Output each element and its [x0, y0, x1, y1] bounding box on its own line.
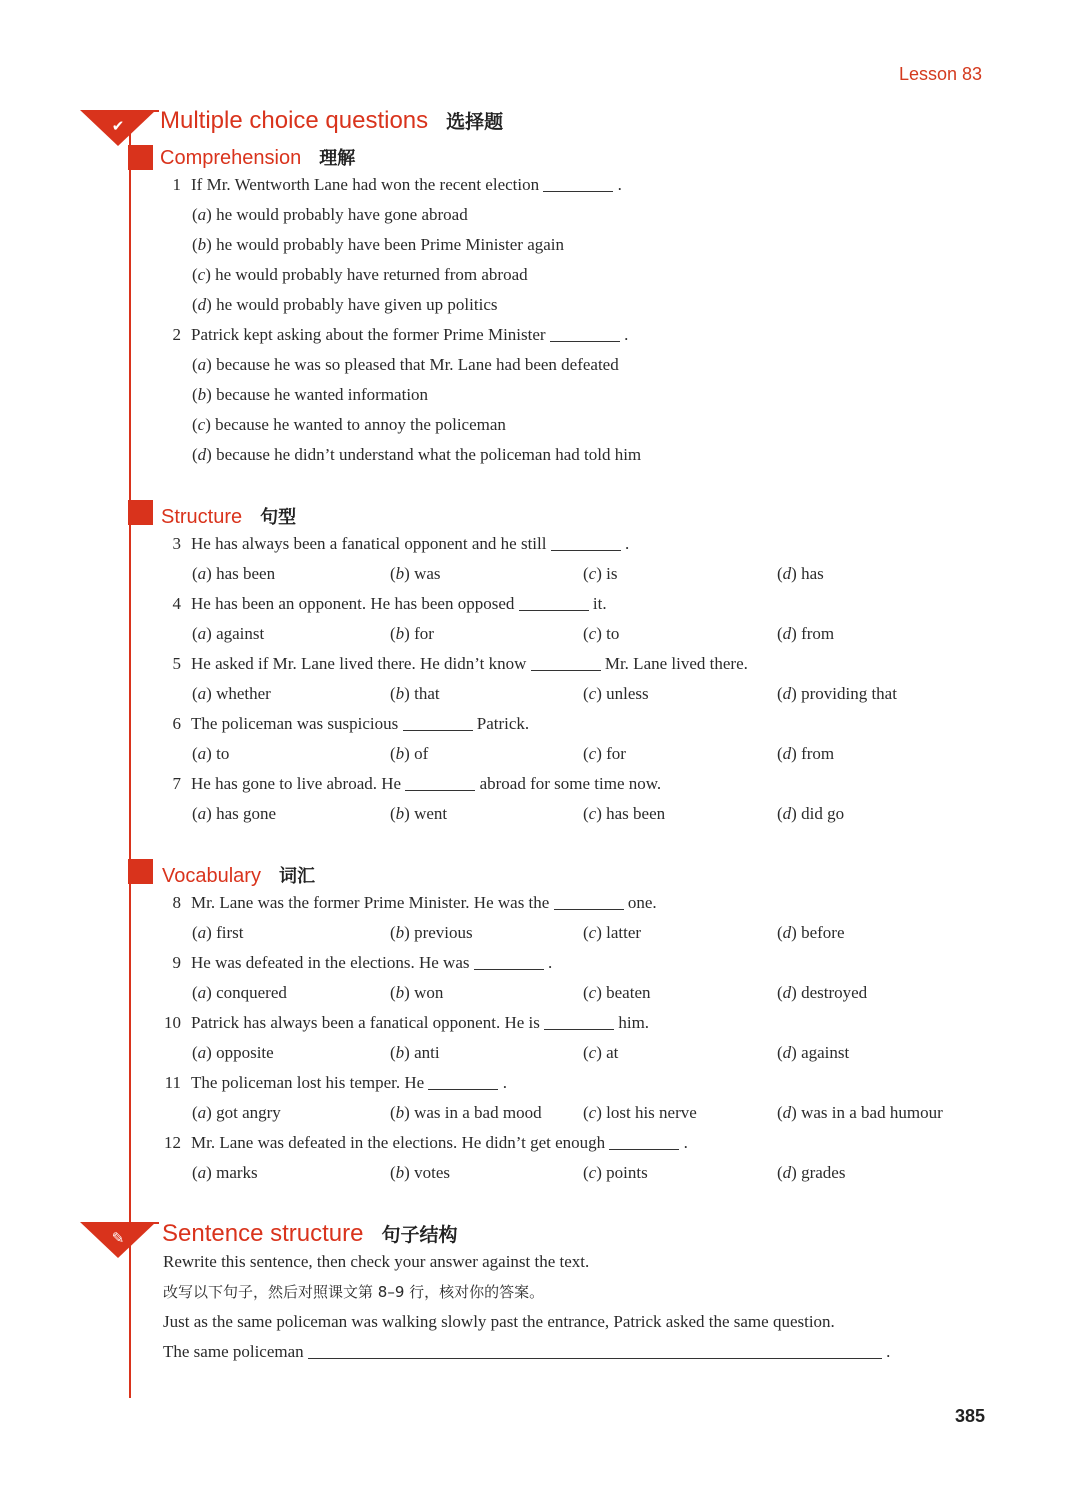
- option[interactable]: (c) has been: [583, 804, 666, 823]
- question-number: 11: [164, 1073, 181, 1092]
- question-1: [155, 175, 622, 195]
- option-letter: b: [197, 385, 207, 404]
- option[interactable]: (c) unless: [583, 684, 649, 703]
- question-4: [155, 594, 607, 614]
- question-3: [155, 534, 629, 554]
- question-text: The policeman lost his temper. He: [191, 1073, 425, 1092]
- option-letter: d: [782, 804, 792, 823]
- rewrite-prompt: The same policeman: [163, 1342, 304, 1361]
- option-letter: d: [197, 295, 207, 314]
- option-text: was in a bad mood: [414, 1103, 542, 1122]
- structure-title-zh: 句型: [260, 507, 297, 528]
- option-letter: b: [395, 564, 405, 583]
- option-letter: d: [782, 1043, 792, 1062]
- option-letter: b: [395, 983, 405, 1002]
- option-text: against: [216, 624, 265, 643]
- option[interactable]: (b) he would probably have been Prime Minister again: [192, 235, 565, 254]
- question-number: 5: [172, 654, 181, 673]
- option[interactable]: (a) conquered: [192, 983, 287, 1002]
- option-text: has been: [216, 564, 276, 583]
- option-letter: c: [588, 624, 597, 643]
- option-text: went: [414, 804, 448, 823]
- option-text: providing that: [801, 684, 897, 703]
- option-letter: c: [588, 804, 597, 823]
- question-number: 10: [164, 1013, 181, 1032]
- question-text: He has gone to live abroad. He: [191, 774, 402, 793]
- question-text: Patrick has always been a fanatical opponent. He is: [191, 1013, 540, 1032]
- option-text: because he was so pleased that Mr. Lane had been defeated: [216, 355, 619, 374]
- question-12: [155, 1133, 688, 1153]
- option[interactable]: (c) beaten: [583, 983, 651, 1002]
- option[interactable]: (b) won: [390, 983, 444, 1002]
- sentence-structure-title: Sentence structure: [162, 1220, 364, 1247]
- mcq-title: Multiple choice questions: [160, 107, 429, 134]
- rewrite-end: .: [886, 1342, 891, 1361]
- option-text: beaten: [606, 983, 651, 1002]
- option-letter: a: [197, 1163, 207, 1182]
- option[interactable]: (b) for: [390, 624, 434, 643]
- option-text: against: [801, 1043, 850, 1062]
- option[interactable]: (d) was in a bad humour: [777, 1103, 943, 1122]
- option-letter: b: [197, 235, 207, 254]
- question-number: 9: [172, 953, 181, 972]
- option-text: from: [801, 744, 835, 763]
- option-letter: c: [588, 564, 597, 583]
- option-letter: c: [197, 415, 206, 434]
- question-end: .: [683, 1133, 688, 1152]
- page-number: 385: [955, 1406, 986, 1426]
- option-letter: d: [782, 744, 792, 763]
- question-end: it.: [592, 594, 607, 613]
- option[interactable]: (b) was in a bad mood: [390, 1103, 542, 1122]
- question-11: [155, 1073, 507, 1093]
- option-text: to: [606, 624, 620, 643]
- option-text: marks: [216, 1163, 258, 1182]
- option-text: from: [801, 624, 835, 643]
- option-letter: b: [395, 744, 405, 763]
- option[interactable]: (c) lost his nerve: [583, 1103, 697, 1122]
- option-text: because he wanted to annoy the policeman: [215, 415, 506, 434]
- question-number: 7: [172, 774, 181, 793]
- option-text: at: [606, 1043, 619, 1062]
- question-text: He has always been a fanatical opponent and he still: [191, 534, 547, 553]
- option[interactable]: (c) because he wanted to annoy the policeman: [192, 415, 506, 434]
- question-number: 6: [172, 714, 181, 733]
- option-text: was in a bad humour: [801, 1103, 943, 1122]
- option-text: whether: [216, 684, 271, 703]
- option-text: grades: [801, 1163, 846, 1182]
- option-letter: d: [782, 923, 792, 942]
- question-number: 2: [172, 325, 181, 344]
- option[interactable]: (a) because he was so pleased that Mr. Lane had been defeated: [192, 355, 619, 374]
- question-number: 8: [172, 893, 181, 912]
- option[interactable]: (b) was: [390, 564, 441, 583]
- option[interactable]: (d) destroyed: [777, 983, 868, 1002]
- option[interactable]: (d) grades: [777, 1163, 846, 1182]
- answer-blank[interactable]: [403, 730, 473, 731]
- option[interactable]: (a) he would probably have gone abroad: [192, 205, 468, 224]
- question-end: him.: [618, 1013, 650, 1032]
- comprehension-title: Comprehension: [160, 147, 302, 169]
- option-letter: b: [395, 1103, 405, 1122]
- option-text: he would probably have returned from abroad: [215, 265, 528, 284]
- instruction: Rewrite this sentence, then check your answer against the text.: [163, 1252, 590, 1271]
- option[interactable]: (d) has: [777, 564, 824, 583]
- option[interactable]: (d) he would probably have given up politics: [192, 295, 498, 314]
- option-text: previous: [414, 923, 473, 942]
- pen-icon: ✎: [80, 1222, 156, 1258]
- option-text: conquered: [216, 983, 287, 1002]
- question-9: [155, 953, 552, 973]
- option-text: destroyed: [801, 983, 868, 1002]
- option-letter: a: [197, 355, 207, 374]
- option-text: he would probably have been Prime Minister again: [216, 235, 565, 254]
- rewrite-line: [163, 1342, 890, 1362]
- option[interactable]: (a) got angry: [192, 1103, 281, 1122]
- answer-blank[interactable]: [519, 610, 589, 611]
- question-end: .: [624, 325, 629, 344]
- option[interactable]: (b) went: [390, 804, 448, 823]
- question-8: [155, 893, 657, 913]
- question-text: He asked if Mr. Lane lived there. He didn’t know: [191, 654, 527, 673]
- option[interactable]: (c) for: [583, 744, 626, 763]
- question-6: [155, 714, 529, 734]
- option-text: he would probably have given up politics: [216, 295, 498, 314]
- answer-blank[interactable]: [551, 550, 621, 551]
- question-2: [155, 325, 628, 345]
- option-letter: a: [197, 624, 207, 643]
- option[interactable]: (c) at: [583, 1043, 619, 1062]
- answer-blank[interactable]: [405, 790, 475, 791]
- option-letter: a: [197, 804, 207, 823]
- option-letter: c: [197, 265, 206, 284]
- option-letter: d: [782, 624, 792, 643]
- option[interactable]: (a) marks: [192, 1163, 258, 1182]
- answer-blank[interactable]: [543, 191, 613, 192]
- question-text: Mr. Lane was the former Prime Minister. He was the: [191, 893, 550, 912]
- structure-title: Structure: [161, 506, 243, 528]
- question-5: [155, 654, 748, 674]
- option-letter: c: [588, 1163, 597, 1182]
- answer-blank[interactable]: [554, 909, 624, 910]
- option-text: votes: [414, 1163, 450, 1182]
- option[interactable]: (d) providing that: [777, 684, 897, 703]
- option-letter: d: [197, 445, 207, 464]
- question-text: He was defeated in the elections. He was: [191, 953, 470, 972]
- option-letter: c: [588, 923, 597, 942]
- option-letter: c: [588, 983, 597, 1002]
- option[interactable]: (b) of: [390, 744, 429, 763]
- option[interactable]: (b) anti: [390, 1043, 440, 1062]
- lesson-label: Lesson 83: [899, 64, 983, 84]
- mcq-heading: [160, 107, 503, 135]
- option-letter: a: [197, 923, 207, 942]
- option-text: for: [606, 744, 626, 763]
- comprehension-title-zh: 理解: [319, 148, 356, 169]
- option-letter: a: [197, 564, 207, 583]
- question-number: 12: [164, 1133, 181, 1152]
- option-text: he would probably have gone abroad: [216, 205, 468, 224]
- section-marker: [128, 145, 153, 170]
- answer-blank[interactable]: [544, 1029, 614, 1030]
- question-text: The policeman was suspicious: [191, 714, 399, 733]
- option-letter: d: [782, 564, 792, 583]
- vocabulary-title-zh: 词汇: [278, 866, 315, 887]
- option-text: latter: [606, 923, 642, 942]
- comprehension-heading: [160, 144, 355, 170]
- answer-blank[interactable]: [609, 1149, 679, 1150]
- section-marker: [128, 500, 153, 525]
- option[interactable]: (d) before: [777, 923, 845, 942]
- question-10: [155, 1013, 649, 1033]
- option-text: unless: [606, 684, 649, 703]
- mcq-title-zh: 选择题: [446, 111, 504, 133]
- option-text: has been: [606, 804, 666, 823]
- option-text: for: [414, 624, 434, 643]
- option-letter: a: [197, 744, 207, 763]
- option-text: opposite: [216, 1043, 274, 1062]
- option[interactable]: (b) because he wanted information: [192, 385, 429, 404]
- option[interactable]: (b) that: [390, 684, 440, 703]
- option-letter: b: [395, 804, 405, 823]
- option-letter: c: [588, 744, 597, 763]
- margin-rule: [129, 118, 131, 1398]
- question-end: .: [548, 953, 553, 972]
- question-number: 3: [172, 534, 181, 553]
- option-text: has gone: [216, 804, 277, 823]
- option[interactable]: (a) against: [192, 624, 265, 643]
- question-text: He has been an opponent. He has been opposed: [191, 594, 515, 613]
- option[interactable]: (a) has been: [192, 564, 276, 583]
- option-letter: b: [395, 624, 405, 643]
- option[interactable]: (c) he would probably have returned from abroad: [192, 265, 528, 284]
- vocabulary-heading: [162, 862, 315, 888]
- sentence-structure-title-zh: 句子结构: [381, 1224, 458, 1246]
- option[interactable]: (c) points: [583, 1163, 648, 1182]
- question-7: [155, 774, 661, 794]
- option-letter: a: [197, 1043, 207, 1062]
- option-text: to: [216, 744, 230, 763]
- option-letter: d: [782, 684, 792, 703]
- option-letter: d: [782, 1103, 792, 1122]
- answer-blank[interactable]: [474, 969, 544, 970]
- question-end: one.: [627, 893, 657, 912]
- question-end: abroad for some time now.: [479, 774, 662, 793]
- question-end: .: [617, 175, 622, 194]
- check-icon: ✔: [80, 110, 156, 146]
- option-letter: d: [782, 1163, 792, 1182]
- option-letter: a: [197, 983, 207, 1002]
- option-text: of: [414, 744, 429, 763]
- question-end: Mr. Lane lived there.: [604, 654, 748, 673]
- question-end: Patrick.: [476, 714, 530, 733]
- option-letter: b: [395, 684, 405, 703]
- answer-blank[interactable]: [550, 341, 620, 342]
- option-text: first: [216, 923, 244, 942]
- source-sentence: Just as the same policeman was walking slowly past the entrance, Patrick asked the same question.: [163, 1312, 835, 1331]
- option-text: because he didn’t understand what the policeman had told him: [216, 445, 642, 464]
- option-text: that: [414, 684, 440, 703]
- sentence-structure-heading: [162, 1220, 457, 1248]
- option-letter: b: [395, 1163, 405, 1182]
- question-text: Patrick kept asking about the former Prime Minister: [191, 325, 546, 344]
- option-text: has: [801, 564, 824, 583]
- option-letter: a: [197, 1103, 207, 1122]
- option-text: points: [606, 1163, 648, 1182]
- answer-blank[interactable]: [531, 670, 601, 671]
- option-letter: a: [197, 684, 207, 703]
- question-text: Mr. Lane was defeated in the elections. He didn’t get enough: [191, 1133, 606, 1152]
- option-text: was: [414, 564, 441, 583]
- option[interactable]: (c) latter: [583, 923, 642, 942]
- question-number: 4: [172, 594, 181, 613]
- option[interactable]: (a) whether: [192, 684, 271, 703]
- question-end: .: [502, 1073, 507, 1092]
- option[interactable]: (d) because he didn’t understand what the policeman had told him: [192, 445, 642, 464]
- option-letter: c: [588, 1103, 597, 1122]
- option[interactable]: (a) to: [192, 744, 230, 763]
- option[interactable]: (c) to: [583, 624, 620, 643]
- option[interactable]: (d) from: [777, 744, 835, 763]
- option-text: before: [801, 923, 845, 942]
- option[interactable]: (b) votes: [390, 1163, 450, 1182]
- option[interactable]: (c) is: [583, 564, 618, 583]
- section-marker: [128, 859, 153, 884]
- option-letter: c: [588, 1043, 597, 1062]
- option-letter: d: [782, 983, 792, 1002]
- instruction-zh: 改写以下句子，然后对照课文第 8–9 行，核对你的答案。: [163, 1283, 545, 1301]
- structure-heading: [161, 503, 296, 529]
- option[interactable]: (a) first: [192, 923, 244, 942]
- option[interactable]: (d) from: [777, 624, 835, 643]
- vocabulary-title: Vocabulary: [162, 865, 261, 887]
- option[interactable]: (d) against: [777, 1043, 850, 1062]
- answer-blank[interactable]: [428, 1089, 498, 1090]
- question-text: If Mr. Wentworth Lane had won the recent election: [191, 175, 540, 194]
- option-text: because he wanted information: [216, 385, 429, 404]
- option-text: anti: [414, 1043, 440, 1062]
- option-text: lost his nerve: [606, 1103, 697, 1122]
- option-text: won: [414, 983, 444, 1002]
- option-letter: a: [197, 205, 207, 224]
- option[interactable]: (b) previous: [390, 923, 473, 942]
- question-end: .: [624, 534, 630, 553]
- option[interactable]: (a) opposite: [192, 1043, 274, 1062]
- option-text: got angry: [216, 1103, 281, 1122]
- option-letter: b: [395, 923, 405, 942]
- option-letter: c: [588, 684, 597, 703]
- option-text: is: [606, 564, 618, 583]
- option[interactable]: (d) did go: [777, 804, 845, 823]
- question-number: 1: [172, 175, 181, 194]
- option[interactable]: (a) has gone: [192, 804, 277, 823]
- option-letter: b: [395, 1043, 405, 1062]
- rewrite-blank[interactable]: [308, 1358, 882, 1359]
- option-text: did go: [801, 804, 845, 823]
